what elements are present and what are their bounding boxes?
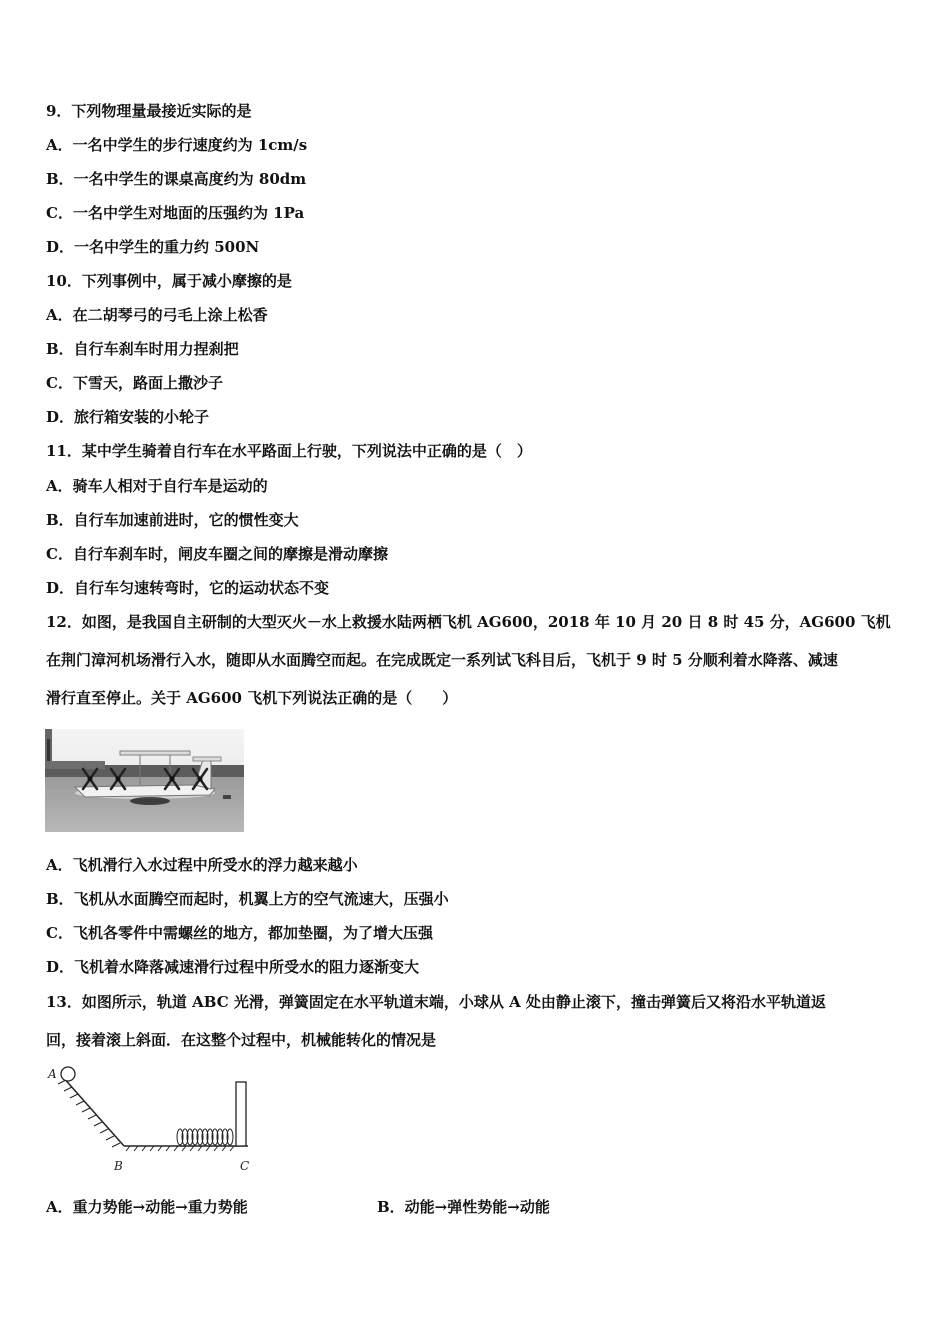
q10-option-b: B．自行车刹车时用力捏刹把	[46, 340, 239, 358]
q11-stem: 11．某中学生骑着自行车在水平路面上行驶，下列说法中正确的是（ ）	[46, 442, 532, 460]
q12-stem-line-2: 在荆门漳河机场滑行入水，随即从水面腾空而起。在完成既定一系列试飞科目后，飞机于 9 时 5 分顺利着水降落、减速	[46, 651, 838, 669]
q11-option-b: B．自行车加速前进时，它的惯性变大	[46, 511, 299, 529]
q9-option-b: B．一名中学生的课桌高度约为 80dm	[46, 170, 307, 188]
q11-option-d: D．自行车匀速转弯时，它的运动状态不变	[46, 579, 330, 597]
q9-option-a: A．一名中学生的步行速度约为 1cm/s	[46, 136, 308, 154]
q12-option-a: A．飞机滑行入水过程中所受水的浮力越来越小	[46, 856, 358, 874]
q13-stem-line-1: 13．如图所示，轨道 ABC 光滑，弹簧固定在水平轨道末端，小球从 A 处由静止滚下，撞击弹簧后又将沿水平轨道返	[46, 993, 826, 1011]
q9-option-c: C．一名中学生对地面的压强约为 1Pa	[46, 204, 305, 222]
q12-option-d: D．飞机着水降落减速滑行过程中所受水的阻力逐渐变大	[46, 958, 420, 976]
q12-stem-line-1: 12．如图，是我国自主研制的大型灭火－水上救援水陆两栖飞机 AG600，2018 年 10 月 20 日 8 时 45 分，AG600 飞机	[46, 613, 891, 631]
q12-option-b: B．飞机从水面腾空而起时，机翼上方的空气流速大，压强小	[46, 890, 449, 908]
q9-option-d: D．一名中学生的重力约 500N	[46, 238, 260, 256]
q11-option-c: C．自行车刹车时，闸皮车圈之间的摩擦是滑动摩擦	[46, 545, 388, 563]
q10-option-d: D．旅行箱安装的小轮子	[46, 408, 210, 426]
q13-stem-line-2: 回，接着滚上斜面．在这整个过程中，机械能转化的情况是	[46, 1031, 437, 1049]
q9-stem: 9．下列物理量最接近实际的是	[46, 102, 252, 120]
q12-option-c: C．飞机各零件中需螺丝的地方，都加垫圈，为了增大压强	[46, 924, 433, 942]
q12-stem-line-3: 滑行直至停止。关于 AG600 飞机下列说法正确的是（ ）	[46, 689, 458, 707]
ag600-seaplane-photo	[45, 729, 244, 832]
q11-option-a: A．骑车人相对于自行车是运动的	[46, 477, 268, 495]
q10-stem: 10．下列事例中，属于减小摩擦的是	[46, 272, 292, 290]
q13-option-b: B．动能→弹性势能→动能	[377, 1198, 550, 1216]
q13-option-a: A．重力势能→动能→重力势能	[46, 1198, 248, 1216]
track-spring-diagram	[46, 1062, 256, 1177]
label-b: B	[114, 1159, 123, 1173]
label-a: A	[48, 1067, 57, 1081]
q10-option-c: C．下雪天，路面上撒沙子	[46, 374, 223, 392]
label-c: C	[240, 1159, 250, 1173]
q10-option-a: A．在二胡琴弓的弓毛上涂上松香	[46, 306, 268, 324]
